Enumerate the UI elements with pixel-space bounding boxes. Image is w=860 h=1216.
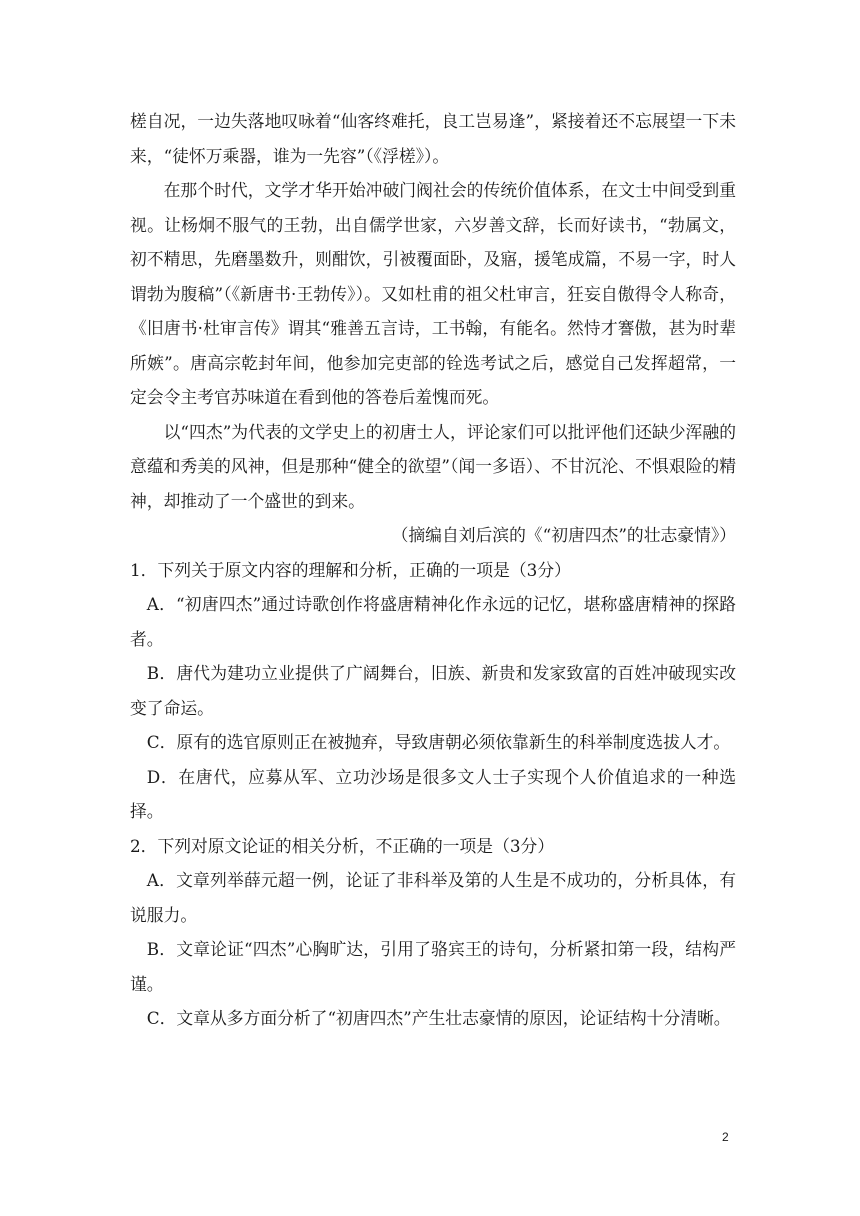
question-1-option-b: B．唐代为建功立业提供了广阔舞台，旧族、新贵和发家致富的百姓冲破现实改变了命运。 — [130, 663, 736, 718]
passage-paragraph-3: 以“四杰”为代表的文学史上的初唐士人，评论家们可以批评他们还缺少浑融的意蕴和秀美的风神，但是那种“健全的欲望”（闻一多语）、不甘沉沦、不惧艰险的精神，却推动了一个盛世的到来。 — [130, 421, 736, 511]
passage-source: （摘编自刘后滨的《“初唐四杰”的壮志豪情》） — [391, 525, 736, 545]
question-1-option-d: D．在唐代，应募从军、立功沙场是很多文人士子实现个人价值追求的一种选择。 — [130, 766, 736, 821]
question-2-option-c: C．文章从多方面分析了“初唐四杰”产生壮志豪情的原因，论证结构十分清晰。 — [146, 1008, 731, 1028]
passage-paragraph-2: 在那个时代，文学才华开始冲破门阀社会的传统价值体系，在文士中间受到重视。让杨炯不服气的王勃，出自儒学世家，六岁善文辞，长而好读书，“勃属文，初不精思，先磨墨数升，则酣饮，引被覆面卧，及寤，援笔成篇，不易一字，时人谓勃为腹稿”（《新唐书·王勃传》）。又如杜甫的祖父杜审言，狂妄自傲得令人称奇，《旧唐书·杜审言传》谓其“雅善五言诗，工书翰，有能名。然恃才謇傲，甚为时辈所嫉”。唐高宗乾封年间，他参加完吏部的铨选考试之后，感觉自己发挥超常，一定会令主考官苏味道在看到他的答卷后羞愧而死。 — [130, 180, 736, 407]
passage-paragraph-1: 槎自况，一边失落地叹咏着“仙客终难托，良工岂易逢”，紧接着还不忘展望一下未来，“徒怀万乘器，谁为一先容”（《浮槎》）。 — [130, 111, 736, 166]
page-body — [130, 104, 736, 1036]
question-2-option-b: B．文章论证“四杰”心胸旷达，引用了骆宾王的诗句，分析紧扣第一段，结构严谨。 — [130, 939, 736, 994]
page-number: 2 — [722, 1130, 729, 1144]
question-1-option-c: C．原有的选官原则正在被抛弃，导致唐朝必须依靠新生的科举制度选拔人才。 — [146, 732, 731, 752]
question-1-stem: 1．下列关于原文内容的理解和分析，正确的一项是（3分） — [130, 559, 571, 580]
question-1-option-a: A．“初唐四杰”通过诗歌创作将盛唐精神化作永远的记忆，堪称盛唐精神的探路者。 — [130, 594, 736, 649]
question-2-option-a: A．文章列举薛元超一例，论证了非科举及第的人生是不成功的，分析具体，有说服力。 — [130, 870, 736, 925]
question-2-stem: 2．下列对原文论证的相关分析，不正确的一项是（3分） — [130, 835, 555, 856]
